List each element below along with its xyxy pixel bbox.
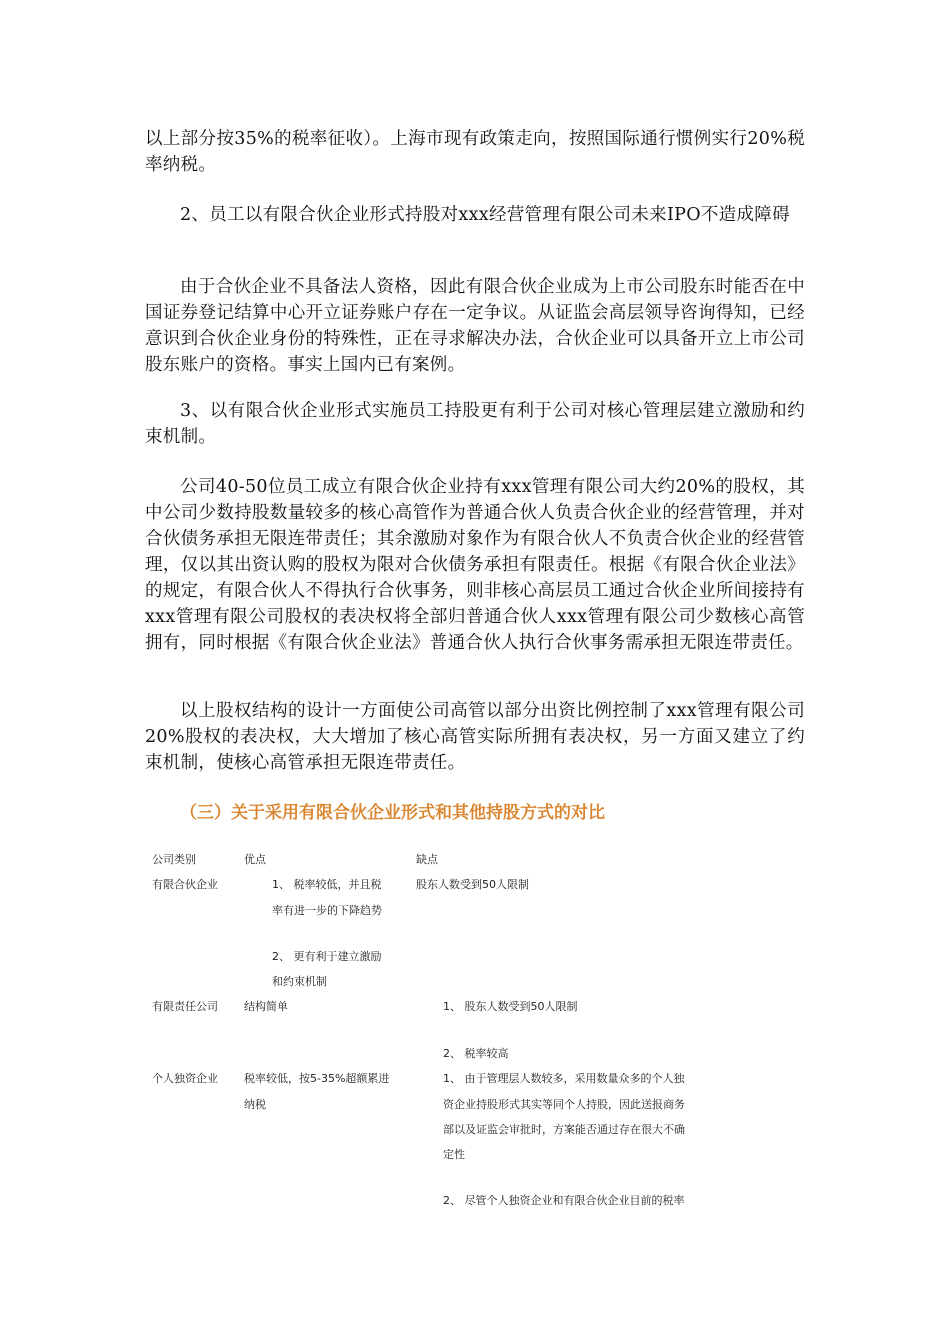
row-partnership-con1: 股东人数受到50人限制 bbox=[416, 878, 529, 891]
row-partnership-pro2-line1: 2、 更有利于建立激励 bbox=[272, 950, 382, 963]
header-cons: 缺点 bbox=[416, 853, 438, 866]
row-llc-con1: 1、 股东人数受到50人限制 bbox=[443, 1000, 578, 1013]
header-pros: 优点 bbox=[244, 853, 266, 866]
row-llc-pro1: 结构简单 bbox=[244, 1000, 288, 1013]
header-company-type: 公司类别 bbox=[152, 853, 196, 866]
section-heading: （三）关于采用有限合伙企业形式和其他持股方式的对比 bbox=[180, 803, 605, 823]
row-sole-con1-line2: 资企业持股形式其实等同个人持股，因此送报商务 bbox=[443, 1098, 685, 1111]
paragraph-incentive-heading: 3、以有限合伙企业形式实施员工持股更有利于公司对核心管理层建立激励和约束机制。 bbox=[145, 401, 805, 447]
row-sole-pro1-line2: 纳税 bbox=[244, 1098, 266, 1111]
row-partnership-pro1-line1: 1、 税率较低，并且税 bbox=[272, 878, 382, 891]
row-sole-con1-line4: 定性 bbox=[443, 1148, 465, 1161]
row-llc-type: 有限责任公司 bbox=[152, 1000, 218, 1013]
paragraph-partnership-structure: 公司40-50位员工成立有限合伙企业持有xxx管理有限公司大约20%的股权，其中公司少数持股数量较多的核心高管作为普通合伙人负责合伙企业的经营管理，并对合伙债务承担无限连带责任；其余激励对象作为有限合伙人不负责合伙企业的经营管理，仅以其出资认购的股权为限对合伙债务承担有限责任。根据《有限合伙企业法》的规定，有限合伙人不得执行合伙事务，则非核心高层员工通过合伙企业所间接持有xxx管理有限公司股权的表决权将全部归普通合伙人xxx管理有限公司少数核心高管拥有，同时根据《有限合伙企业法》普通合伙人执行合伙事务需承担无限连带责任。 bbox=[145, 477, 805, 653]
row-llc-con2: 2、 税率较高 bbox=[443, 1047, 509, 1060]
paragraph-ipo-heading: 2、员工以有限合伙企业形式持股对xxx经营管理有限公司未来IPO不造成障碍 bbox=[180, 205, 790, 225]
row-partnership-pro2-line2: 和约束机制 bbox=[272, 975, 327, 988]
row-sole-pro1-line1: 税率较低，按5-35%超额累进 bbox=[244, 1072, 390, 1085]
row-sole-con1-line3: 部以及证监会审批时，方案能否通过存在很大不确 bbox=[443, 1123, 685, 1136]
row-partnership-pro1-line2: 率有进一步的下降趋势 bbox=[272, 904, 382, 917]
row-sole-con2-line1: 2、 尽管个人独资企业和有限合伙企业目前的税率 bbox=[443, 1194, 685, 1207]
paragraph-securities-account: 由于合伙企业不具备法人资格，因此有限合伙企业成为上市公司股东时能否在中国证券登记结算中心开立证券账户存在一定争议。从证监会高层领导咨询得知，已经意识到合伙企业身份的特殊性，正在寻求解决办法，合伙企业可以具备开立上市公司股东账户的资格。事实上国内已有案例。 bbox=[145, 277, 805, 375]
row-sole-con1-line1: 1、 由于管理层人数较多，采用数量众多的个人独 bbox=[443, 1072, 685, 1085]
row-sole-type: 个人独资企业 bbox=[152, 1072, 218, 1085]
paragraph-equity-design: 以上股权结构的设计一方面使公司高管以部分出资比例控制了xxx管理有限公司20%股权的表决权，大大增加了核心高管实际所拥有表决权，另一方面又建立了约束机制，使核心高管承担无限连带责任。 bbox=[145, 701, 805, 773]
paragraph-tax-rate: 以上部分按35%的税率征收）。上海市现有政策走向，按照国际通行惯例实行20%税率纳税。 bbox=[145, 129, 805, 175]
row-partnership-type: 有限合伙企业 bbox=[152, 878, 218, 891]
